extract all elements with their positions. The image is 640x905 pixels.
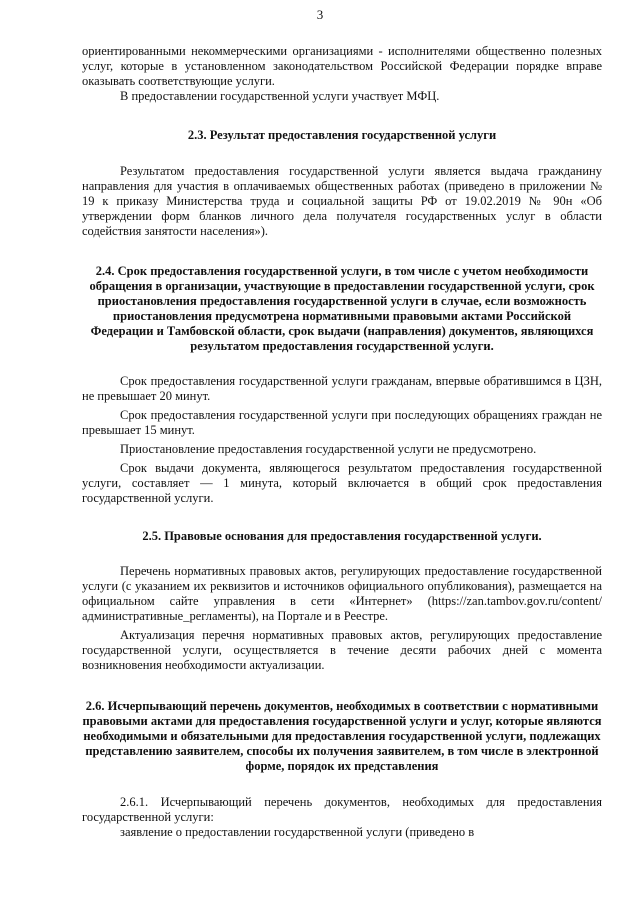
paragraph-legal-acts-list: Перечень нормативных правовых актов, регулирующих предоставление государственной услуги (с указанием их реквизитов и источников официального опубликования), размещается на официальном сайте управления в сети «Интернет» (https://zan.tambov.gov.ru/content/административные_регламенты), на Портале и в Реестре. — [82, 564, 602, 623]
paragraph-continuation: ориентированными некоммерческими организациями - исполнителями общественно полезных услуг, которые в установленном законодательством Российской Федерации порядке вправе оказывать соответствующие услуги. — [82, 44, 602, 88]
section-heading-2-5: 2.5. Правовые основания для предоставления государственной услуги. — [142, 529, 542, 543]
section-heading-2-3: 2.3. Результат предоставления государственной услуги — [187, 128, 497, 142]
paragraph-issue-term: Срок выдачи документа, являющегося результатом предоставления государственной услуги, составляет — 1 минута, который включается в общий срок предоставления государственной услуги. — [82, 461, 602, 505]
document-body — [82, 44, 602, 840]
paragraph-mfc-participation: В предоставлении государственной услуги участвует МФЦ. — [120, 89, 440, 103]
paragraph-term-subsequent-visits: Срок предоставления государственной услуги при последующих обращениях граждан не превышает 15 минут. — [82, 408, 602, 437]
paragraph-application: заявление о предоставлении государственной услуги (приведено в — [120, 825, 475, 839]
paragraph-service-result: Результатом предоставления государственной услуги является выдача гражданину направления для участия в оплачиваемых общественных работах (приведено в приложении № 19 к приказу Министерства труда и социальной защиты РФ от 19.02.2019 № 90н «Об утверждении форм бланков личного дела получателя государственных услуг в области содействия занятости населения»). — [82, 164, 602, 238]
section-heading-2-4: 2.4. Срок предоставления государственной услуги, в том числе с учетом необходимости обращения в организации, участвующие в предоставлении государственной услуги, срок приостановления предоставления государственной услуги в случае, если возможность приостановления предусмотрена нормативными правовыми актами Российской Федерации и Тамбовской области, срок выдачи (направления) документов, являющихся результатом предоставления государственной услуги. — [89, 264, 595, 353]
paragraph-term-first-visit: Срок предоставления государственной услуги гражданам, впервые обратившимся в ЦЗН, не превышает 20 минут. — [82, 374, 602, 403]
page-number: 3 — [316, 7, 324, 22]
section-heading-2-6: 2.6. Исчерпывающий перечень документов, необходимых в соответствии с нормативными правовыми актами для предоставления государственной услуги и услуг, которые являются необходимыми и обязательными для предоставления государственной услуги, подлежащих представлению заявителем, способы их получения заявителем, в том числе в электронной форме, порядок их представления — [82, 699, 602, 773]
paragraph-legal-acts-update: Актуализация перечня нормативных правовых актов, регулирующих предоставление государственной услуги, осуществляется в течение десяти рабочих дней с момента возникновения необходимости актуализации. — [82, 628, 602, 672]
paragraph-2-6-1: 2.6.1. Исчерпывающий перечень документов, необходимых для предоставления государственной услуги: — [82, 795, 602, 824]
paragraph-suspension: Приостановление предоставления государственной услуги не предусмотрено. — [120, 442, 537, 456]
